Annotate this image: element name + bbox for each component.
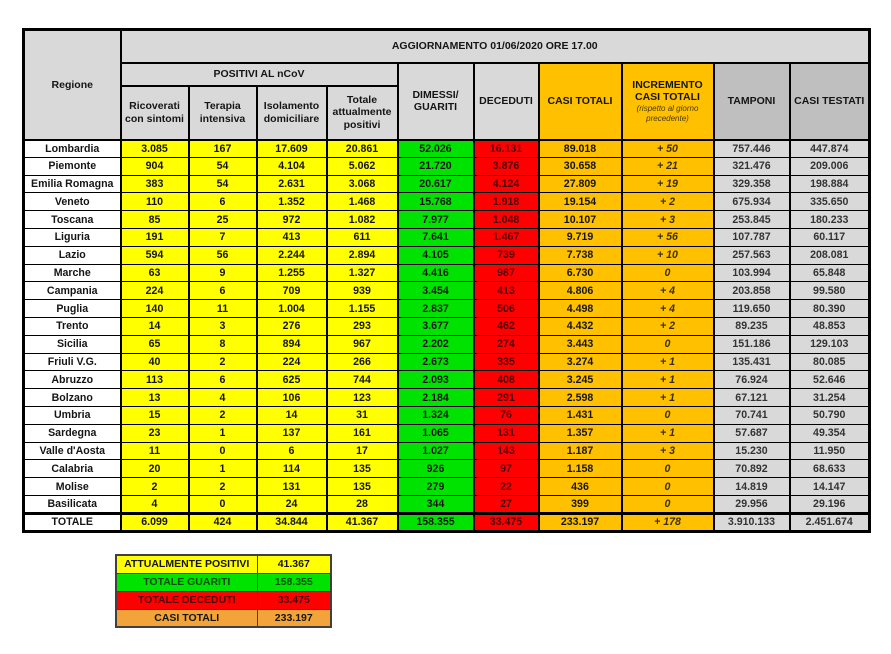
cell-deceduti: 335 [474,353,539,371]
cell-terapia-intensiva: 1 [189,460,257,478]
cell-terapia-intensiva: 2 [189,406,257,424]
cell-casi-totali: 1.357 [539,424,622,442]
col-header-dimessi-guariti: DIMESSI/ GUARITI [398,63,474,140]
cell-tamponi: 14.819 [714,478,790,496]
cell-incremento-casi-totali: + 4 [622,282,714,300]
cell-dimessi-guariti: 2.673 [398,353,474,371]
table-row [24,478,870,496]
table-row [24,335,870,353]
cell-incremento-casi-totali: + 3 [622,442,714,460]
cell-tamponi: 135.431 [714,353,790,371]
cell-casi-totali: 3.274 [539,353,622,371]
cell-deceduti: 76 [474,406,539,424]
cell-incremento-casi-totali: + 3 [622,211,714,229]
cell-tamponi: 107.787 [714,228,790,246]
cell-isolamento-domiciliare: 114 [257,460,327,478]
summary-value: 41.367 [257,555,331,573]
cell-deceduti: 291 [474,389,539,407]
col-header-isolamento: Isolamento domiciliare [257,86,327,140]
cell-casi-testati: 208.081 [790,246,870,264]
cell-incremento-casi-totali: + 1 [622,353,714,371]
cell-casi-totali: 9.719 [539,228,622,246]
cell-isolamento-domiciliare: 4.104 [257,157,327,175]
cell-dimessi-guariti: 1.065 [398,424,474,442]
cell-region: Bolzano [24,389,121,407]
cell-casi-totali: 27.809 [539,175,622,193]
cell-terapia-intensiva: 2 [189,353,257,371]
col-header-tamponi: TAMPONI [714,63,790,140]
col-header-ricoverati: Ricoverati con sintomi [121,86,189,140]
cell-region: Emilia Romagna [24,175,121,193]
cell-incremento-casi-totali: + 19 [622,175,714,193]
cell-dimessi-guariti: 344 [398,495,474,513]
cell-dimessi-guariti: 7.977 [398,211,474,229]
cell-deceduti: 16.131 [474,140,539,158]
cell-isolamento-domiciliare: 1.004 [257,300,327,318]
cell-tamponi: 89.235 [714,317,790,335]
table-row [24,246,870,264]
cell-deceduti: 27 [474,495,539,513]
incremento-subtitle: (rispetto al giorno precedente) [636,104,699,123]
cell-deceduti: 408 [474,371,539,389]
cell-dimessi-guariti: 21.720 [398,157,474,175]
cell-casi-totali: 3.443 [539,335,622,353]
cell-ricoverati-con-sintomi: 383 [121,175,189,193]
cell-ricoverati-con-sintomi: 20 [121,460,189,478]
table-row [24,264,870,282]
cell-dimessi-guariti: 20.617 [398,175,474,193]
cell-deceduti: 1.048 [474,211,539,229]
cell-dimessi-guariti: 1.027 [398,442,474,460]
cell-dimessi-guariti: 15.768 [398,193,474,211]
cell-ricoverati-con-sintomi: 3.085 [121,140,189,158]
cell-region: Lazio [24,246,121,264]
cell-ricoverati-con-sintomi: 85 [121,211,189,229]
cell-totale-attualmente-positivi: 41.367 [327,513,398,531]
cell-isolamento-domiciliare: 276 [257,317,327,335]
cell-casi-testati: 60.117 [790,228,870,246]
cell-incremento-casi-totali: + 50 [622,140,714,158]
cell-casi-testati: 49.354 [790,424,870,442]
col-header-deceduti: DECEDUTI [474,63,539,140]
cell-totale-attualmente-positivi: 939 [327,282,398,300]
cell-totale-attualmente-positivi: 135 [327,460,398,478]
cell-tamponi: 757.446 [714,140,790,158]
cell-tamponi: 70.892 [714,460,790,478]
cell-dimessi-guariti: 279 [398,478,474,496]
cell-region: Piemonte [24,157,121,175]
cell-incremento-casi-totali: 0 [622,264,714,282]
cell-isolamento-domiciliare: 1.255 [257,264,327,282]
cell-region: Lombardia [24,140,121,158]
covid-regions-table [22,28,871,533]
cell-terapia-intensiva: 54 [189,175,257,193]
cell-incremento-casi-totali: 0 [622,406,714,424]
table-row [24,193,870,211]
cell-deceduti: 143 [474,442,539,460]
cell-casi-testati: 80.390 [790,300,870,318]
group-header-positivi: POSITIVI AL nCoV [121,63,398,86]
cell-totale-attualmente-positivi: 161 [327,424,398,442]
cell-ricoverati-con-sintomi: 65 [121,335,189,353]
cell-region: Friuli V.G. [24,353,121,371]
cell-incremento-casi-totali: + 1 [622,424,714,442]
cell-isolamento-domiciliare: 24 [257,495,327,513]
summary-row [116,591,331,609]
cell-totale-attualmente-positivi: 1.327 [327,264,398,282]
cell-region: Liguria [24,228,121,246]
cell-isolamento-domiciliare: 972 [257,211,327,229]
cell-region: Marche [24,264,121,282]
cell-tamponi: 321.476 [714,157,790,175]
cell-region: Abruzzo [24,371,121,389]
cell-isolamento-domiciliare: 894 [257,335,327,353]
cell-terapia-intensiva: 6 [189,282,257,300]
cell-region: Umbria [24,406,121,424]
cell-ricoverati-con-sintomi: 40 [121,353,189,371]
cell-casi-testati: 48.853 [790,317,870,335]
cell-dimessi-guariti: 1.324 [398,406,474,424]
cell-totale-attualmente-positivi: 1.468 [327,193,398,211]
table-row [24,460,870,478]
cell-tamponi: 253.845 [714,211,790,229]
cell-region: Sicilia [24,335,121,353]
cell-incremento-casi-totali: + 2 [622,317,714,335]
cell-casi-totali: 89.018 [539,140,622,158]
cell-deceduti: 33.475 [474,513,539,531]
cell-casi-totali: 4.806 [539,282,622,300]
cell-totale-attualmente-positivi: 1.155 [327,300,398,318]
cell-terapia-intensiva: 9 [189,264,257,282]
cell-ricoverati-con-sintomi: 191 [121,228,189,246]
cell-terapia-intensiva: 167 [189,140,257,158]
cell-ricoverati-con-sintomi: 4 [121,495,189,513]
cell-tamponi: 257.563 [714,246,790,264]
table-row [24,157,870,175]
cell-totale-attualmente-positivi: 135 [327,478,398,496]
cell-isolamento-domiciliare: 2.244 [257,246,327,264]
cell-casi-testati: 50.790 [790,406,870,424]
cell-casi-testati: 209.006 [790,157,870,175]
cell-totale-attualmente-positivi: 5.062 [327,157,398,175]
cell-totale-attualmente-positivi: 266 [327,353,398,371]
cell-casi-testati: 29.196 [790,495,870,513]
cell-casi-totali: 233.197 [539,513,622,531]
cell-casi-totali: 30.658 [539,157,622,175]
cell-ricoverati-con-sintomi: 224 [121,282,189,300]
cell-dimessi-guariti: 3.454 [398,282,474,300]
cell-terapia-intensiva: 8 [189,335,257,353]
table-row [24,442,870,460]
col-header-incremento [622,63,714,140]
cell-terapia-intensiva: 7 [189,228,257,246]
summary-table [115,554,332,628]
cell-region: Trento [24,317,121,335]
cell-totale-attualmente-positivi: 20.861 [327,140,398,158]
cell-dimessi-guariti: 7.641 [398,228,474,246]
cell-isolamento-domiciliare: 106 [257,389,327,407]
cell-dimessi-guariti: 3.677 [398,317,474,335]
table-row [24,317,870,335]
cell-terapia-intensiva: 6 [189,371,257,389]
cell-casi-testati: 14.147 [790,478,870,496]
cell-dimessi-guariti: 52.026 [398,140,474,158]
cell-deceduti: 506 [474,300,539,318]
cell-ricoverati-con-sintomi: 2 [121,478,189,496]
cell-ricoverati-con-sintomi: 63 [121,264,189,282]
cell-deceduti: 22 [474,478,539,496]
cell-casi-totali: 4.498 [539,300,622,318]
cell-casi-totali: 1.431 [539,406,622,424]
table-row [24,211,870,229]
cell-dimessi-guariti: 2.093 [398,371,474,389]
cell-incremento-casi-totali: + 2 [622,193,714,211]
cell-terapia-intensiva: 11 [189,300,257,318]
cell-casi-totali: 1.158 [539,460,622,478]
cell-dimessi-guariti: 2.184 [398,389,474,407]
cell-casi-testati: 80.085 [790,353,870,371]
cell-totale-attualmente-positivi: 123 [327,389,398,407]
cell-dimessi-guariti: 158.355 [398,513,474,531]
cell-isolamento-domiciliare: 137 [257,424,327,442]
table-row [24,228,870,246]
cell-region: Veneto [24,193,121,211]
cell-totale-attualmente-positivi: 28 [327,495,398,513]
cell-region: Toscana [24,211,121,229]
summary-value: 158.355 [257,573,331,591]
cell-tamponi: 70.741 [714,406,790,424]
cell-casi-testati: 129.103 [790,335,870,353]
cell-ricoverati-con-sintomi: 6.099 [121,513,189,531]
cell-tamponi: 15.230 [714,442,790,460]
cell-casi-testati: 198.884 [790,175,870,193]
cell-isolamento-domiciliare: 709 [257,282,327,300]
summary-row [116,573,331,591]
cell-deceduti: 274 [474,335,539,353]
cell-terapia-intensiva: 4 [189,389,257,407]
cell-tamponi: 57.687 [714,424,790,442]
cell-deceduti: 462 [474,317,539,335]
cell-casi-totali: 3.245 [539,371,622,389]
cell-casi-testati: 31.254 [790,389,870,407]
cell-deceduti: 131 [474,424,539,442]
cell-casi-totali: 399 [539,495,622,513]
cell-ricoverati-con-sintomi: 140 [121,300,189,318]
cell-isolamento-domiciliare: 1.352 [257,193,327,211]
cell-ricoverati-con-sintomi: 904 [121,157,189,175]
summary-label: ATTUALMENTE POSITIVI [116,555,257,573]
cell-deceduti: 97 [474,460,539,478]
cell-isolamento-domiciliare: 131 [257,478,327,496]
cell-isolamento-domiciliare: 413 [257,228,327,246]
cell-incremento-casi-totali: + 4 [622,300,714,318]
cell-casi-testati: 99.580 [790,282,870,300]
cell-terapia-intensiva: 3 [189,317,257,335]
cell-totale-attualmente-positivi: 744 [327,371,398,389]
table-row [24,140,870,158]
cell-tamponi: 29.956 [714,495,790,513]
cell-terapia-intensiva: 1 [189,424,257,442]
cell-incremento-casi-totali: + 10 [622,246,714,264]
summary-row [116,555,331,573]
cell-terapia-intensiva: 2 [189,478,257,496]
cell-casi-testati: 180.233 [790,211,870,229]
cell-ricoverati-con-sintomi: 113 [121,371,189,389]
cell-casi-testati: 11.950 [790,442,870,460]
cell-terapia-intensiva: 0 [189,495,257,513]
cell-tamponi: 675.934 [714,193,790,211]
cell-ricoverati-con-sintomi: 15 [121,406,189,424]
cell-ricoverati-con-sintomi: 23 [121,424,189,442]
table-row [24,353,870,371]
cell-dimessi-guariti: 2.837 [398,300,474,318]
cell-casi-totali: 436 [539,478,622,496]
cell-region: Campania [24,282,121,300]
cell-tamponi: 329.358 [714,175,790,193]
summary-label: TOTALE GUARITI [116,573,257,591]
summary-value: 233.197 [257,609,331,627]
cell-casi-testati: 68.633 [790,460,870,478]
cell-casi-totali: 10.107 [539,211,622,229]
summary-label: CASI TOTALI [116,609,257,627]
cell-deceduti: 987 [474,264,539,282]
cell-isolamento-domiciliare: 625 [257,371,327,389]
table-row [24,282,870,300]
table-row [24,424,870,442]
cell-totale-attualmente-positivi: 2.894 [327,246,398,264]
incremento-title: INCREMENTO CASI TOTALI [632,78,703,104]
totale-row [24,513,870,531]
cell-totale-attualmente-positivi: 1.082 [327,211,398,229]
cell-isolamento-domiciliare: 14 [257,406,327,424]
cell-terapia-intensiva: 6 [189,193,257,211]
cell-deceduti: 413 [474,282,539,300]
cell-incremento-casi-totali: + 1 [622,389,714,407]
cell-tamponi: 203.858 [714,282,790,300]
cell-tamponi: 76.924 [714,371,790,389]
col-header-casi-testati: CASI TESTATI [790,63,870,140]
cell-isolamento-domiciliare: 17.609 [257,140,327,158]
cell-deceduti: 1.918 [474,193,539,211]
cell-casi-testati: 2.451.674 [790,513,870,531]
cell-deceduti: 3.876 [474,157,539,175]
cell-casi-testati: 335.650 [790,193,870,211]
cell-dimessi-guariti: 4.105 [398,246,474,264]
cell-ricoverati-con-sintomi: 594 [121,246,189,264]
cell-terapia-intensiva: 54 [189,157,257,175]
cell-dimessi-guariti: 926 [398,460,474,478]
cell-isolamento-domiciliare: 34.844 [257,513,327,531]
cell-deceduti: 4.124 [474,175,539,193]
cell-dimessi-guariti: 4.416 [398,264,474,282]
cell-isolamento-domiciliare: 2.631 [257,175,327,193]
cell-tamponi: 103.994 [714,264,790,282]
cell-deceduti: 739 [474,246,539,264]
cell-totale-attualmente-positivi: 3.068 [327,175,398,193]
cell-casi-totali: 6.730 [539,264,622,282]
cell-totale-attualmente-positivi: 293 [327,317,398,335]
cell-incremento-casi-totali: 0 [622,478,714,496]
cell-casi-totali: 2.598 [539,389,622,407]
cell-casi-totali: 4.432 [539,317,622,335]
cell-totale-attualmente-positivi: 31 [327,406,398,424]
summary-row [116,609,331,627]
cell-isolamento-domiciliare: 6 [257,442,327,460]
cell-region: Sardegna [24,424,121,442]
update-title: AGGIORNAMENTO 01/06/2020 ORE 17.00 [121,30,870,63]
cell-incremento-casi-totali: + 56 [622,228,714,246]
cell-terapia-intensiva: 56 [189,246,257,264]
table-row [24,371,870,389]
cell-isolamento-domiciliare: 224 [257,353,327,371]
table-header [24,30,870,140]
cell-ricoverati-con-sintomi: 14 [121,317,189,335]
cell-casi-testati: 447.874 [790,140,870,158]
cell-dimessi-guariti: 2.202 [398,335,474,353]
cell-totale-attualmente-positivi: 611 [327,228,398,246]
cell-totale-attualmente-positivi: 17 [327,442,398,460]
cell-casi-testati: 52.646 [790,371,870,389]
table-row [24,175,870,193]
cell-region: Valle d'Aosta [24,442,121,460]
cell-casi-testati: 65.848 [790,264,870,282]
cell-region: Puglia [24,300,121,318]
cell-tamponi: 151.186 [714,335,790,353]
cell-tamponi: 3.910.133 [714,513,790,531]
cell-incremento-casi-totali: + 21 [622,157,714,175]
cell-tamponi: 119.650 [714,300,790,318]
cell-incremento-casi-totali: 0 [622,460,714,478]
cell-ricoverati-con-sintomi: 13 [121,389,189,407]
cell-incremento-casi-totali: 0 [622,335,714,353]
cell-region: Calabria [24,460,121,478]
cell-ricoverati-con-sintomi: 110 [121,193,189,211]
table-body [24,140,870,532]
cell-terapia-intensiva: 25 [189,211,257,229]
cell-incremento-casi-totali: + 1 [622,371,714,389]
summary-label: TOTALE DECEDUTI [116,591,257,609]
table-row [24,495,870,513]
cell-terapia-intensiva: 0 [189,442,257,460]
cell-tamponi: 67.121 [714,389,790,407]
cell-casi-totali: 1.187 [539,442,622,460]
cell-incremento-casi-totali: + 178 [622,513,714,531]
col-header-terapia-intensiva: Terapia intensiva [189,86,257,140]
col-header-regione: Regione [24,30,121,140]
cell-casi-totali: 19.154 [539,193,622,211]
col-header-totale-positivi: Totale attualmente positivi [327,86,398,140]
cell-region: Molise [24,478,121,496]
cell-casi-totali: 7.738 [539,246,622,264]
table-row [24,389,870,407]
cell-terapia-intensiva: 424 [189,513,257,531]
cell-deceduti: 1.467 [474,228,539,246]
cell-region: TOTALE [24,513,121,531]
cell-region: Basilicata [24,495,121,513]
col-header-casi-totali: CASI TOTALI [539,63,622,140]
summary-body [116,555,331,627]
summary-value: 33.475 [257,591,331,609]
cell-incremento-casi-totali: 0 [622,495,714,513]
table-row [24,406,870,424]
cell-ricoverati-con-sintomi: 11 [121,442,189,460]
cell-totale-attualmente-positivi: 967 [327,335,398,353]
table-row [24,300,870,318]
